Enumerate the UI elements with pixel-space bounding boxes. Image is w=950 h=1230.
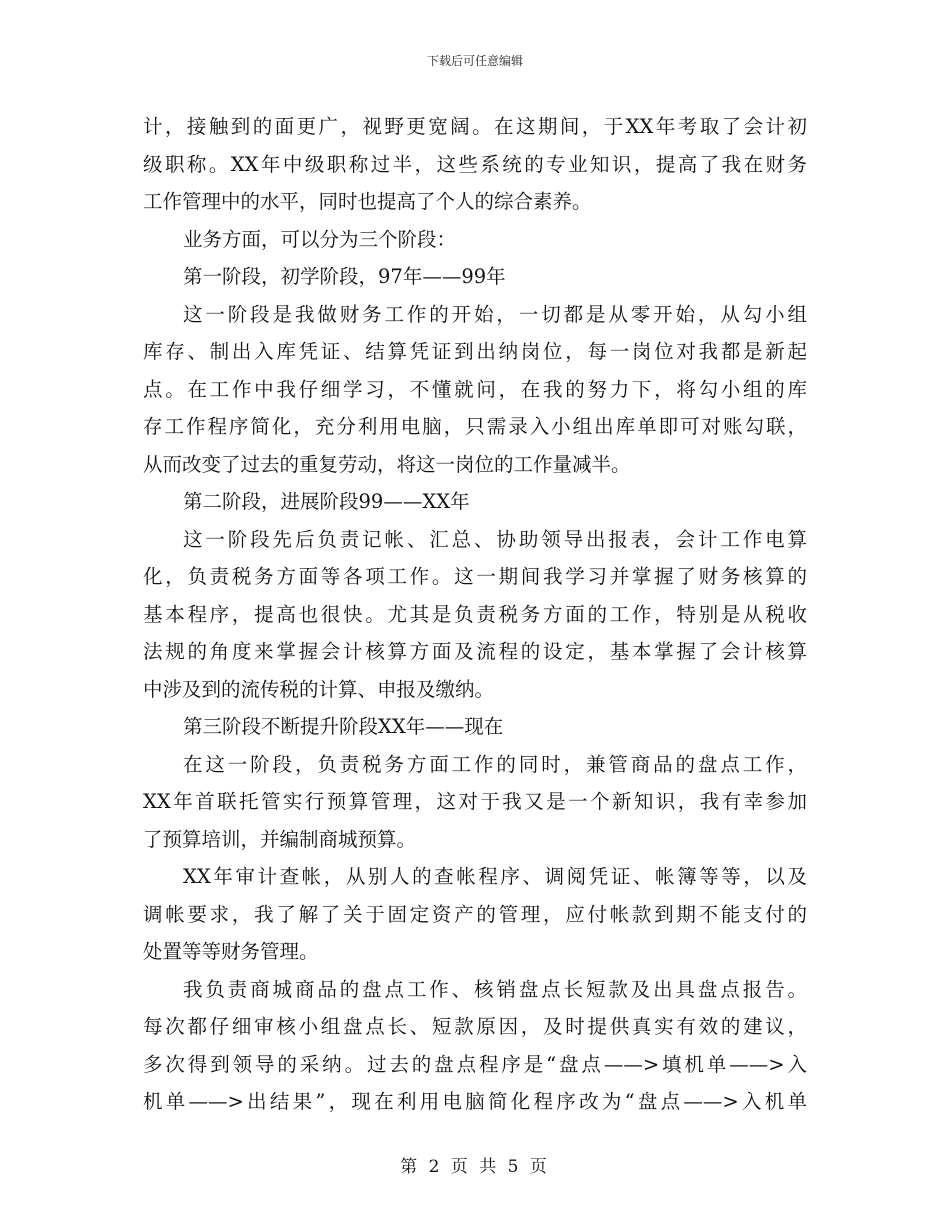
text-line: 工作管理中的水平，同时也提高了个人的综合素养。: [143, 190, 592, 213]
text-line: 在这一阶段，负责税务方面工作的同时，兼管商品的盘点工作，: [183, 752, 807, 776]
text-line: 机单——>出结果”，现在利用电脑简化程序改为“盘点——>入机单: [143, 1090, 807, 1113]
text-line: 业务方面，可以分为三个阶段：: [183, 227, 457, 251]
text-line: 存工作程序简化，充分利用电脑，只需录入小组出库单即可对账勾联，: [143, 415, 807, 438]
text-line: 调帐要求，我了解了关于固定资产的管理，应付帐款到期不能支付的: [143, 902, 807, 926]
text-line: 每次都仔细审核小组盘点长、短款原因，及时提供真实有效的建议，: [143, 1015, 807, 1038]
text-line: 化，负责税务方面等各项工作。这一期间我学习并掌握了财务核算的: [143, 565, 807, 588]
text-line: 这一阶段先后负责记帐、汇总、协助领导出报表，会计工作电算: [183, 527, 807, 551]
text-line: 从而改变了过去的重复劳动，将这一岗位的工作量减半。: [143, 452, 631, 476]
document-body: [143, 108, 807, 1121]
text-line: 处置等等财务管理。: [143, 940, 319, 963]
text-line: XX年审计查帐，从别人的查帐程序、调阅凭证、帐簿等等，以及: [183, 865, 807, 888]
text-line: 多次得到领导的采纳。过去的盘点程序是“盘点——>填机单——>入: [143, 1052, 807, 1076]
text-line: 点。在工作中我仔细学习，不懂就问，在我的努力下，将勾小组的库: [143, 377, 807, 401]
text-line: 这一阶段是我做财务工作的开始，一切都是从零开始，从勾小组: [183, 302, 807, 326]
text-line: 基本程序，提高也很快。尤其是负责税务方面的工作，特别是从税收: [143, 602, 807, 626]
text-line: 库存、制出入库凭证、结算凭证到出纳岗位，每一岗位对我都是新起: [143, 340, 807, 363]
text-line: 中涉及到的流传税的计算、申报及缴纳。: [143, 677, 495, 701]
text-line: 法规的角度来掌握会计核算方面及流程的设定，基本掌握了会计核算: [143, 640, 807, 663]
text-line: 了预算培训，并编制商城预算。: [143, 827, 417, 851]
page-footer: 第 2 页 共 5 页: [400, 1157, 550, 1177]
text-line: 第一阶段，初学阶段，97年——99年: [183, 265, 506, 288]
text-line: 第三阶段不断提升阶段XX年——现在: [183, 715, 504, 738]
text-line: 第二阶段，进展阶段99——XX年: [183, 490, 470, 513]
text-line: 级职称。XX年中级职称过半，这些系统的专业知识，提高了我在财务: [143, 152, 807, 176]
text-line: 计，接触到的面更广，视野更宽阔。在这期间，于XX年考取了会计初: [143, 115, 807, 138]
text-line: XX年首联托管实行预算管理，这对于我又是一个新知识，我有幸参加: [143, 790, 807, 813]
page-header: 下载后可任意编辑: [426, 54, 523, 68]
text-line: 我负责商城商品的盘点工作、核销盘点长短款及出具盘点报告。: [183, 977, 807, 1001]
